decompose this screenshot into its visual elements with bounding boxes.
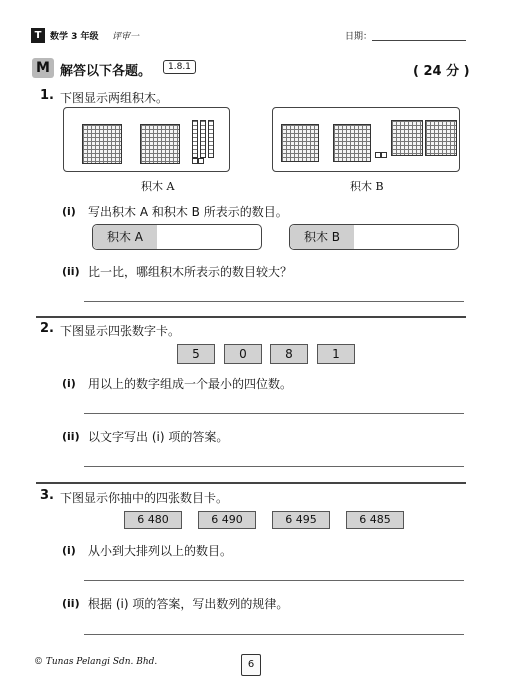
- q1-number: 1.: [40, 88, 54, 103]
- q2-number: 2.: [40, 321, 54, 336]
- q1-sub-ii-text: 比一比，哪组积木所表示的数目较大？: [88, 265, 293, 279]
- number-card: 6 490: [198, 511, 256, 529]
- number-card: 6 495: [272, 511, 330, 529]
- q3-sub-ii-answer-line[interactable]: [84, 634, 464, 635]
- unit-cube: [381, 152, 387, 158]
- q2-sub-ii-answer-line[interactable]: [84, 466, 464, 467]
- thousand-cube: [333, 124, 371, 162]
- q2-text: 下图显示四张数字卡。: [60, 324, 181, 338]
- thousand-cube: [82, 124, 122, 164]
- q1-sub-i-text: 写出积木 A 和积木 B 所表示的数目。: [88, 205, 288, 219]
- score-total: ( 24 分 ): [413, 64, 470, 79]
- q3-sub-ii-number: (ii): [62, 597, 80, 610]
- block-set-a-frame: [63, 107, 230, 172]
- learning-standard-tag: 1.8.1: [163, 60, 196, 74]
- assessment-label: 评审一: [112, 32, 140, 42]
- q1-text: 下图显示两组积木。: [60, 91, 169, 105]
- hundred-flat: [425, 120, 457, 156]
- publisher-logo: T: [31, 28, 45, 43]
- q1-answer-line[interactable]: [84, 301, 464, 302]
- q1-sub-i-number: (i): [62, 205, 76, 218]
- section-title: 解答以下各题。: [60, 64, 152, 79]
- q3-sub-i-number: (i): [62, 544, 76, 557]
- q1-sub-ii-number: (ii): [62, 265, 80, 278]
- digit-card: 5: [177, 344, 215, 364]
- answer-box-a[interactable]: [92, 224, 262, 250]
- number-card: 6 480: [124, 511, 182, 529]
- q3-number: 3.: [40, 488, 54, 503]
- digit-card: 1: [317, 344, 355, 364]
- block-set-b-label: 积木 B: [350, 180, 384, 193]
- q2-sub-ii-text: 以文字写出 (i) 项的答案。: [88, 430, 229, 444]
- hundred-flat: [391, 120, 423, 156]
- section-badge: M: [32, 58, 54, 78]
- thousand-cube: [140, 124, 180, 164]
- unit-cube: [198, 158, 204, 164]
- ten-rod: [200, 120, 206, 158]
- q3-sub-i-answer-line[interactable]: [84, 580, 464, 581]
- answer-box-a-label: 积木 A: [93, 225, 157, 249]
- q3-text: 下图显示你抽中的四张数目卡。: [60, 491, 229, 505]
- answer-box-b[interactable]: [289, 224, 459, 250]
- date-label: 日期：: [345, 32, 373, 42]
- subject-label: 数学 3 年级: [50, 32, 99, 42]
- answer-box-b-label: 积木 B: [290, 225, 354, 249]
- date-line[interactable]: [372, 40, 466, 41]
- q2-sub-ii-number: (ii): [62, 430, 80, 443]
- copyright-notice: © Tunas Pelangi Sdn. Bhd.: [34, 657, 158, 667]
- ten-rod: [208, 120, 214, 158]
- ten-rod: [192, 120, 198, 158]
- question-separator: [36, 482, 466, 484]
- q3-sub-ii-text: 根据 (i) 项的答案，写出数列的规律。: [88, 597, 289, 611]
- q2-sub-i-answer-line[interactable]: [84, 413, 464, 414]
- digit-card: 8: [270, 344, 308, 364]
- block-set-b-frame: [272, 107, 460, 172]
- question-separator: [36, 316, 466, 318]
- digit-card: 0: [224, 344, 262, 364]
- number-card: 6 485: [346, 511, 404, 529]
- q2-sub-i-text: 用以上的数字组成一个最小的四位数。: [88, 377, 293, 391]
- q3-sub-i-text: 从小到大排列以上的数目。: [88, 544, 233, 558]
- thousand-cube: [281, 124, 319, 162]
- q2-sub-i-number: (i): [62, 377, 76, 390]
- block-set-a-label: 积木 A: [141, 180, 175, 193]
- page-number: 6: [241, 654, 261, 676]
